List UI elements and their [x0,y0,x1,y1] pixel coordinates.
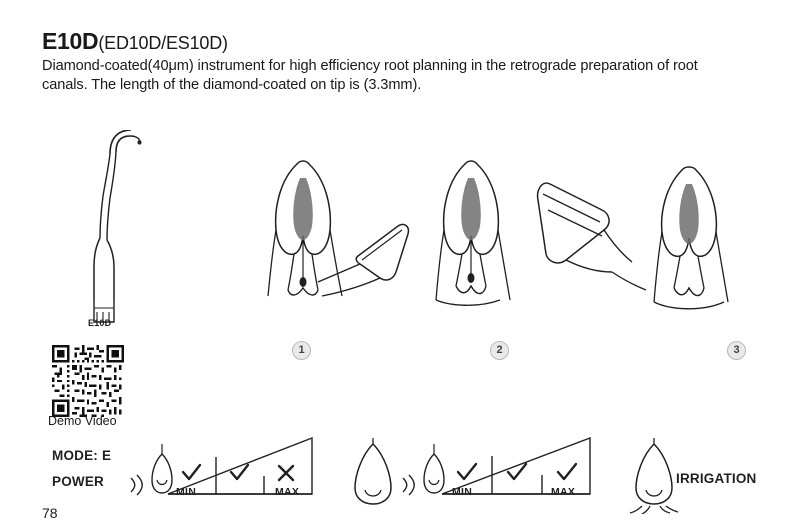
step-badge-2: 2 [490,341,509,360]
header [42,28,762,94]
irrigation-handpiece-icon [622,438,692,514]
tooth-3 [654,167,728,309]
qr-code-icon[interactable] [52,345,124,417]
gauge-left-min-label: MIN [176,486,197,498]
irrigation-label: IRRIGATION [676,471,757,486]
gauge-right-min-label: MIN [452,486,473,498]
power-gauge-left [150,430,330,502]
vibration-icon-left [128,472,148,498]
page-number: 78 [42,505,58,521]
gauge-right-max-label: MAX [551,486,576,498]
power-label: POWER [52,474,105,489]
instrument-1 [318,224,408,296]
tip-illustration [70,130,180,330]
power-gauge-right [420,430,610,502]
step-badge-3: 3 [727,341,746,360]
product-description: Diamond-coated(40μm) instrument for high efficiency root planning in the retrograde preparation of root canals. The length of the diamond-coated on tip is (3.3mm). [42,58,698,93]
product-variant: (ED10D/ES10D) [98,33,228,53]
vibration-icon-right [400,472,420,498]
page-title [42,28,762,55]
mode-label: MODE: E [52,448,112,463]
handpiece-icon-middle [343,438,403,508]
gauge-left-max-label: MAX [275,486,300,498]
step-badge-1: 1 [292,341,311,360]
procedure-illustrations [250,150,790,350]
tip-engraving-label: E10D [88,318,112,328]
tooth-2 [436,161,510,305]
instrument-3 [538,183,646,290]
product-code: E10D [42,28,99,54]
qr-caption: Demo Video [48,414,117,428]
